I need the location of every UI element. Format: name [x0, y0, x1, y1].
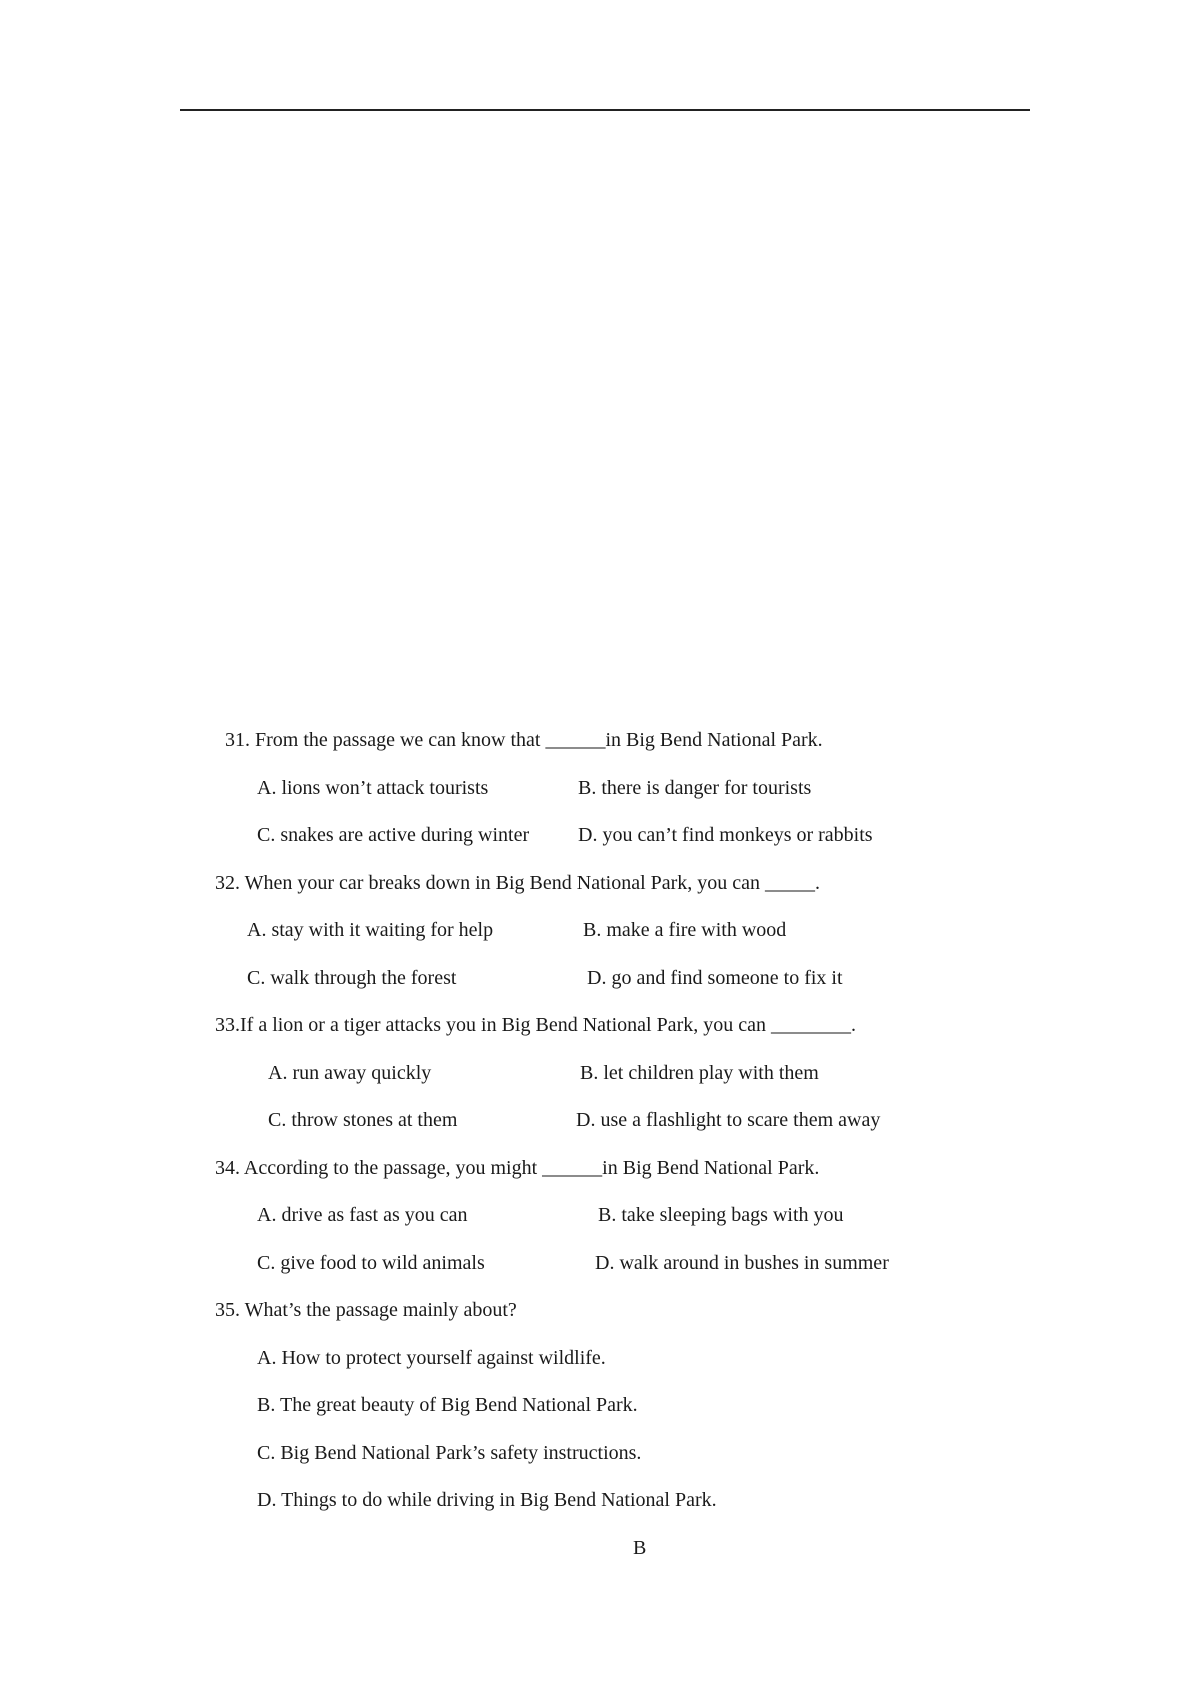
question-35-stem: 35. What’s the passage mainly about? [215, 1299, 517, 1321]
section-label: B [633, 1537, 647, 1559]
question-32-option-a: A. stay with it waiting for help [247, 919, 494, 941]
question-34-option-d: D. walk around in bushes in summer [595, 1252, 889, 1274]
question-33-stem: 33.If a lion or a tiger attacks you in Big Bend National Park, you can ________. [215, 1014, 856, 1036]
question-32-option-b: B. make a fire with wood [583, 919, 787, 941]
question-33-option-b: B. let children play with them [580, 1062, 819, 1084]
question-31-option-a: A. lions won’t attack tourists [257, 777, 489, 799]
question-31-option-b: B. there is danger for tourists [578, 777, 812, 799]
question-31-option-d: D. you can’t find monkeys or rabbits [578, 824, 873, 846]
question-33-option-a: A. run away quickly [268, 1062, 432, 1084]
question-35-option-c: C. Big Bend National Park’s safety instructions. [257, 1442, 642, 1464]
question-31-option-c: C. snakes are active during winter [257, 824, 530, 846]
question-34-option-b: B. take sleeping bags with you [598, 1204, 844, 1226]
question-31-stem: 31. From the passage we can know that ______in Big Bend National Park. [225, 729, 823, 751]
question-35-option-d: D. Things to do while driving in Big Bend National Park. [257, 1489, 717, 1511]
header-rule [180, 109, 1030, 111]
question-32-stem: 32. When your car breaks down in Big Bend National Park, you can _____. [215, 872, 821, 894]
question-34-option-a: A. drive as fast as you can [257, 1204, 468, 1226]
question-34-option-c: C. give food to wild animals [257, 1252, 485, 1274]
question-33-option-c: C. throw stones at them [268, 1109, 458, 1131]
question-34-stem: 34. According to the passage, you might ______in Big Bend National Park. [215, 1157, 820, 1179]
question-35-option-a: A. How to protect yourself against wildlife. [257, 1347, 606, 1369]
question-32-option-c: C. walk through the forest [247, 967, 457, 989]
question-35-option-b: B. The great beauty of Big Bend National Park. [257, 1394, 638, 1416]
question-32-option-d: D. go and find someone to fix it [587, 967, 843, 989]
question-33-option-d: D. use a flashlight to scare them away [576, 1109, 881, 1131]
